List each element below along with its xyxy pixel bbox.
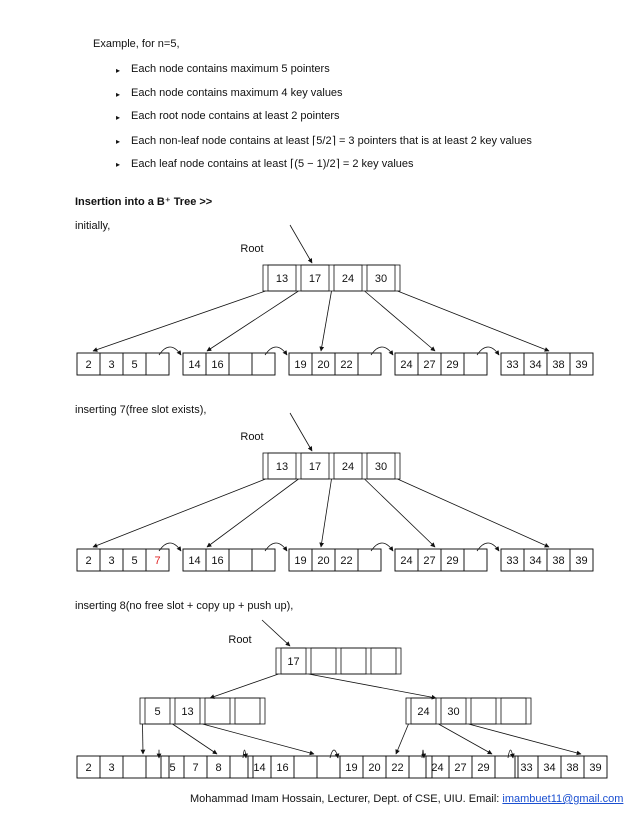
- bullet-item: Each root node contains at least 2 pointers: [131, 110, 340, 122]
- leaf-key: 7: [154, 555, 161, 567]
- leaf-key: 39: [575, 555, 588, 567]
- child-pointer-arrow: [396, 724, 409, 754]
- root-pointer-arrow: [290, 413, 312, 451]
- sibling-link-arrow: [265, 543, 287, 551]
- sibling-link-arrow: [371, 543, 393, 551]
- child-pointer-arrow: [469, 724, 582, 754]
- leaf-key: 29: [477, 762, 490, 774]
- leaf-key: 33: [506, 359, 519, 371]
- leaf-slot: [229, 549, 252, 571]
- key-label: 17: [308, 273, 322, 285]
- key-label: 13: [181, 706, 194, 718]
- child-pointer-arrow: [203, 724, 315, 754]
- sibling-link-arrow: [477, 347, 499, 355]
- key-label: 30: [447, 706, 460, 718]
- leaf-slot: [252, 353, 275, 375]
- key-label: 30: [374, 461, 388, 473]
- root-pointer-arrow: [290, 225, 312, 263]
- leaf-key: 33: [520, 762, 533, 774]
- leaf-key: 38: [552, 555, 565, 567]
- leaf-key: 34: [543, 762, 556, 774]
- sibling-link-arrow: [371, 347, 393, 355]
- root-label: Root: [228, 634, 252, 646]
- leaf-slot: [229, 353, 252, 375]
- leaf-key: 2: [85, 359, 92, 371]
- key-label: 17: [308, 461, 322, 473]
- leaf-key: 27: [423, 359, 436, 371]
- leaf-slot: [252, 549, 275, 571]
- key-slot: [471, 698, 496, 724]
- leaf-key: 38: [552, 359, 565, 371]
- caption-insert-7: inserting 7(free slot exists),: [75, 404, 207, 416]
- key-label: 17: [287, 656, 300, 668]
- leaf-key: 5: [131, 555, 138, 567]
- bullet-marker-icon: ▸: [116, 137, 121, 146]
- leaf-key: 16: [211, 359, 224, 371]
- leaf-key: 20: [368, 762, 381, 774]
- bullet-item: Each node contains maximum 4 key values: [131, 87, 343, 99]
- sibling-link-arrow: [330, 750, 338, 758]
- leaf-key: 22: [340, 555, 353, 567]
- child-pointer-arrow: [365, 479, 436, 547]
- key-slot: [371, 648, 396, 674]
- leaf-slot: [464, 549, 487, 571]
- sibling-link-arrow: [159, 543, 181, 551]
- key-label: 5: [154, 706, 161, 718]
- sibling-link-arrow: [265, 347, 287, 355]
- leaf-key: 8: [215, 762, 222, 774]
- leaf-key: 29: [446, 359, 459, 371]
- leaf-key: 19: [345, 762, 358, 774]
- leaf-key: 19: [294, 359, 307, 371]
- leaf-slot: [317, 756, 340, 778]
- leaf-key: 20: [317, 359, 330, 371]
- intro-lead: Example, for n=5,: [93, 38, 180, 50]
- key-label: 24: [417, 706, 430, 718]
- leaf-key: 3: [108, 359, 115, 371]
- child-pointer-arrow: [398, 479, 550, 547]
- sibling-link-arrow: [243, 750, 246, 758]
- child-pointer-arrow: [207, 479, 299, 547]
- child-pointer-arrow: [93, 291, 266, 351]
- child-pointer-arrow: [173, 724, 218, 754]
- child-pointer-arrow: [321, 291, 332, 351]
- leaf-slot: [409, 756, 432, 778]
- leaf-key: 34: [529, 555, 542, 567]
- leaf-key: 2: [85, 555, 92, 567]
- leaf-key: 22: [340, 359, 353, 371]
- leaf-slot: [464, 353, 487, 375]
- leaf-key: 14: [188, 555, 201, 567]
- leaf-key: 34: [529, 359, 542, 371]
- child-pointer-arrow: [398, 291, 550, 351]
- root-label: Root: [240, 431, 264, 443]
- leaf-slot: [230, 756, 253, 778]
- key-label: 13: [275, 273, 289, 285]
- leaf-slot: [123, 756, 146, 778]
- leaf-key: 16: [276, 762, 289, 774]
- leaf-key: 39: [589, 762, 602, 774]
- child-pointer-arrow: [143, 724, 144, 754]
- leaf-slot: [146, 756, 169, 778]
- leaf-key: 39: [575, 359, 588, 371]
- sibling-link-arrow: [477, 543, 499, 551]
- key-slot: [205, 698, 230, 724]
- leaf-key: 14: [253, 762, 266, 774]
- bullet-marker-icon: ▸: [116, 113, 121, 122]
- leaf-slot: [495, 756, 518, 778]
- key-label: 13: [275, 461, 289, 473]
- leaf-key: 24: [400, 555, 413, 567]
- key-label: 24: [341, 273, 355, 285]
- bullet-marker-icon: ▸: [116, 66, 121, 75]
- child-pointer-arrow: [207, 291, 299, 351]
- key-slot: [501, 698, 526, 724]
- caption-initial: initially,: [75, 220, 111, 232]
- leaf-key: 5: [169, 762, 176, 774]
- caption-insert-8: inserting 8(no free slot + copy up + push up),: [75, 600, 294, 612]
- leaf-key: 14: [188, 359, 201, 371]
- leaf-slot: [358, 353, 381, 375]
- bullet-marker-icon: ▸: [116, 90, 121, 99]
- section-heading: Insertion into a B⁺ Tree >>: [75, 196, 213, 208]
- leaf-key: 3: [108, 555, 115, 567]
- leaf-key: 19: [294, 555, 307, 567]
- leaf-key: 24: [400, 359, 413, 371]
- footer-email-link[interactable]: imambuet11@gmail.com: [502, 793, 624, 805]
- leaf-slot: [146, 353, 169, 375]
- key-slot: [311, 648, 336, 674]
- sibling-link-arrow: [508, 750, 513, 758]
- leaf-slot: [294, 756, 317, 778]
- child-pointer-arrow: [321, 479, 332, 547]
- bullet-item: Each non-leaf node contains at least ⌈5/2⌉ = 3 pointers that is at least 2 key values: [131, 135, 532, 147]
- leaf-key: 27: [423, 555, 436, 567]
- leaf-key: 33: [506, 555, 519, 567]
- key-label: 24: [341, 461, 355, 473]
- leaf-key: 2: [85, 762, 92, 774]
- bullet-item: Each leaf node contains at least ⌈(5 − 1)/2⌉ = 2 key values: [131, 158, 414, 170]
- key-slot: [341, 648, 366, 674]
- leaf-key: 24: [431, 762, 444, 774]
- bullet-marker-icon: ▸: [116, 160, 121, 169]
- sibling-link-arrow: [159, 347, 181, 355]
- leaf-key: 27: [454, 762, 467, 774]
- leaf-key: 5: [131, 359, 138, 371]
- leaf-slot: [358, 549, 381, 571]
- key-slot: [235, 698, 260, 724]
- key-label: 30: [374, 273, 388, 285]
- footer-text: Mohammad Imam Hossain, Lecturer, Dept. of CSE, UIU. Email:: [190, 793, 503, 805]
- leaf-key: 20: [317, 555, 330, 567]
- child-pointer-arrow: [210, 674, 279, 698]
- child-pointer-arrow: [309, 674, 437, 698]
- leaf-key: 3: [108, 762, 115, 774]
- leaf-key: 29: [446, 555, 459, 567]
- child-pointer-arrow: [365, 291, 436, 351]
- leaf-key: 16: [211, 555, 224, 567]
- root-pointer-arrow: [262, 620, 290, 646]
- root-label: Root: [240, 243, 264, 255]
- leaf-key: 38: [566, 762, 579, 774]
- leaf-key: 7: [192, 762, 199, 774]
- child-pointer-arrow: [93, 479, 266, 547]
- bullet-item: Each node contains maximum 5 pointers: [131, 63, 330, 75]
- sibling-link-arrow: [422, 750, 424, 758]
- page-footer: [190, 793, 623, 805]
- leaf-key: 22: [391, 762, 404, 774]
